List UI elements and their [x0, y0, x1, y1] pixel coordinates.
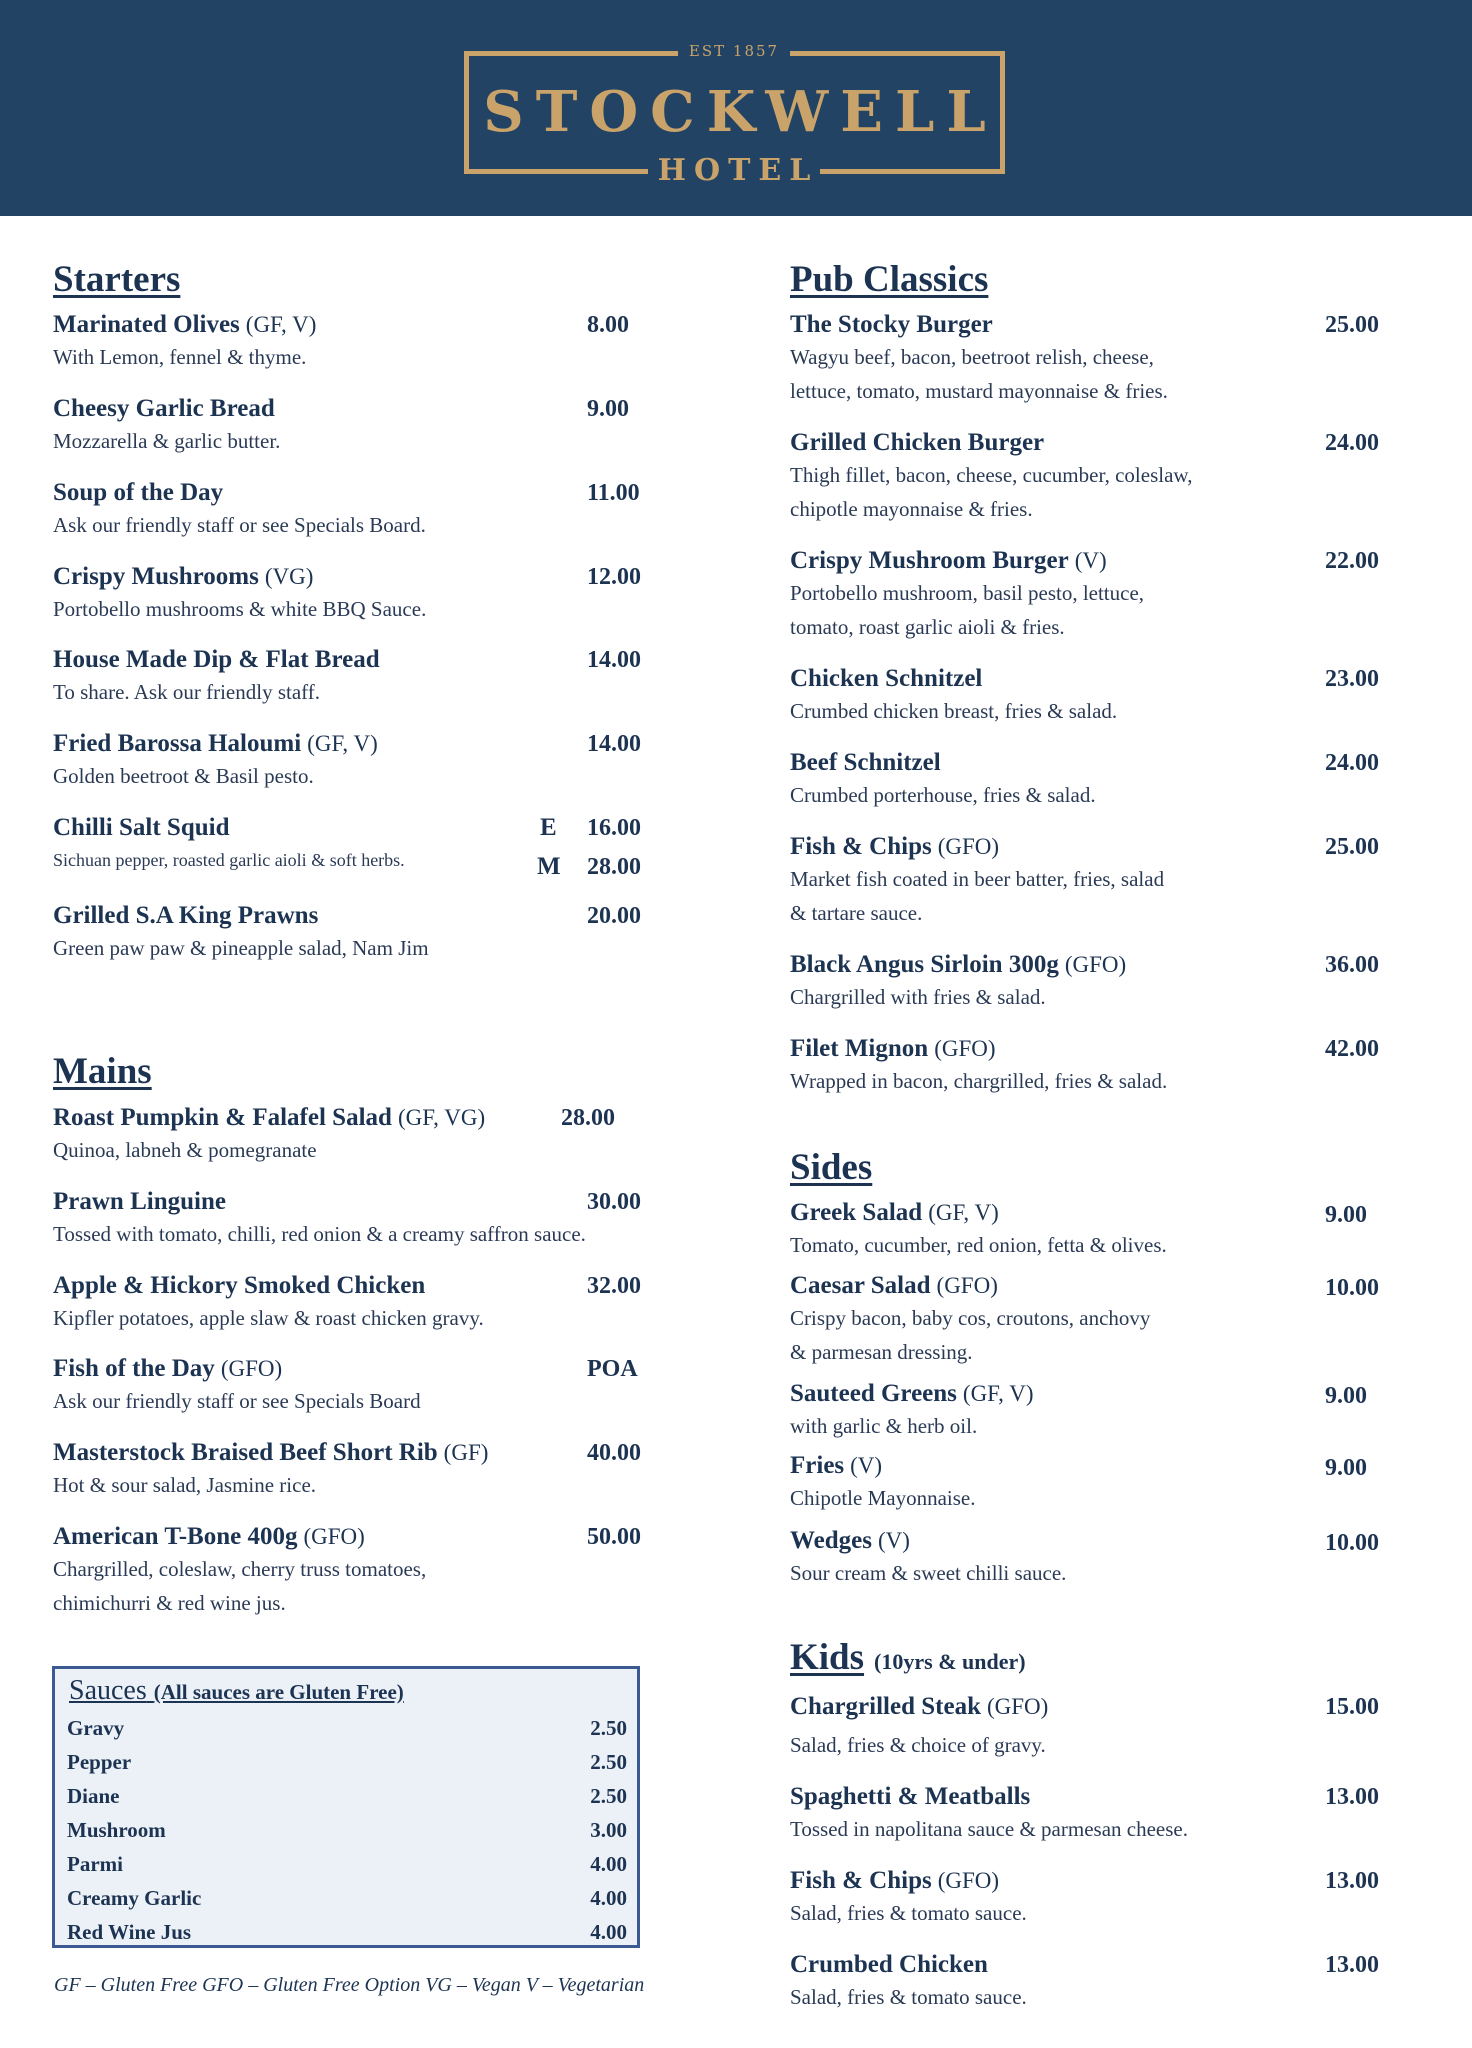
sauces-box — [52, 1666, 640, 1948]
item-price: 25.00 — [1325, 312, 1379, 338]
menu-item: Sauteed Greens (GF, V) with garlic & herb oil. — [790, 1380, 1034, 1438]
section-title-kids: Kids (10yrs & under) — [790, 1637, 1026, 1678]
menu-item: Fish & Chips (GFO) Market fish coated in beer batter, fries, salad & tartare sauce. — [790, 833, 1165, 925]
item-price: 11.00 — [587, 480, 640, 506]
item-price: 8.00 — [587, 312, 629, 338]
item-price: 25.00 — [1325, 834, 1379, 860]
sauce-row: Creamy Garlic 4.00 — [67, 1886, 627, 1910]
menu-item: Black Angus Sirloin 300g (GFO) Chargrilled with fries & salad. — [790, 951, 1127, 1009]
menu-item: Fish of the Day (GFO) Ask our friendly staff or see Specials Board — [53, 1355, 421, 1413]
item-price: 24.00 — [1325, 750, 1379, 776]
menu-item: Grilled S.A King Prawns Green paw paw & pineapple salad, Nam Jim — [53, 902, 429, 960]
menu-item: Greek Salad (GF, V) Tomato, cucumber, red onion, fetta & olives. — [790, 1199, 1167, 1257]
menu-item: Marinated Olives (GF, V) With Lemon, fennel & thyme. — [53, 311, 317, 369]
item-price: 24.00 — [1325, 430, 1379, 456]
menu-item: Crispy Mushroom Burger (V) Portobello mushroom, basil pesto, lettuce, tomato, roast garlic aioli & fries. — [790, 547, 1145, 639]
item-price: 30.00 — [587, 1189, 641, 1215]
item-price: 10.00 — [1325, 1275, 1379, 1301]
menu-item: Filet Mignon (GFO) Wrapped in bacon, chargrilled, fries & salad. — [790, 1035, 1168, 1093]
menu-item: The Stocky Burger Wagyu beef, bacon, beetroot relish, cheese, lettuce, tomato, mustard mayonnaise & fries. — [790, 311, 1168, 403]
logo-name: STOCKWELL — [483, 79, 998, 145]
item-price: 9.00 — [1325, 1383, 1367, 1409]
sauce-row: Pepper 2.50 — [67, 1750, 627, 1774]
item-price: 15.00 — [1325, 1694, 1379, 1720]
logo-sub: HOTEL — [657, 153, 819, 188]
size-label-entree: E — [540, 814, 557, 841]
menu-item: American T-Bone 400g (GFO) Chargrilled, coleslaw, cherry truss tomatoes, chimichurri & red wine jus. — [53, 1523, 427, 1615]
sauce-row: Diane 2.50 — [67, 1784, 627, 1808]
menu-item: Masterstock Braised Beef Short Rib (GF) Hot & sour salad, Jasmine rice. — [53, 1439, 489, 1497]
item-price: 13.00 — [1325, 1868, 1379, 1894]
item-price: 13.00 — [1325, 1784, 1379, 1810]
size-label-main: M — [537, 853, 561, 880]
menu-item: Fries (V) Chipotle Mayonnaise. — [790, 1452, 976, 1510]
menu-item: Caesar Salad (GFO) Crispy bacon, baby cos, croutons, anchovy & parmesan dressing. — [790, 1272, 1151, 1364]
menu-item: Chilli Salt Squid Sichuan pepper, roasted garlic aioli & soft herbs. — [53, 814, 405, 870]
menu-item: Cheesy Garlic Bread Mozzarella & garlic butter. — [53, 395, 281, 453]
item-price: 20.00 — [587, 903, 641, 929]
sauce-row: Mushroom 3.00 — [67, 1818, 627, 1842]
menu-item: Fish & Chips (GFO) Salad, fries & tomato sauce. — [790, 1867, 1027, 1925]
menu-item: Crumbed Chicken Salad, fries & tomato sauce. — [790, 1951, 1027, 2009]
item-price: 42.00 — [1325, 1036, 1379, 1062]
item-price: 36.00 — [1325, 952, 1379, 978]
item-price: 10.00 — [1325, 1530, 1379, 1556]
item-price: 14.00 — [587, 647, 641, 673]
kids-age-note: (10yrs & under) — [874, 1649, 1026, 1674]
menu-item: Roast Pumpkin & Falafel Salad (GF, VG) Quinoa, labneh & pomegranate — [53, 1104, 486, 1162]
item-price: 32.00 — [587, 1273, 641, 1299]
item-price: 14.00 — [587, 731, 641, 757]
menu-item: Chicken Schnitzel Crumbed chicken breast, fries & salad. — [790, 665, 1118, 723]
sauce-row: Gravy 2.50 — [67, 1716, 627, 1740]
item-price: 28.00 — [561, 1105, 615, 1131]
menu-item: House Made Dip & Flat Bread To share. Ask our friendly staff. — [53, 646, 380, 704]
section-title-sides: Sides — [790, 1147, 873, 1188]
menu-item: Wedges (V) Sour cream & sweet chilli sauce. — [790, 1527, 1067, 1585]
menu-item: Crispy Mushrooms (VG) Portobello mushrooms & white BBQ Sauce. — [53, 563, 427, 621]
section-title-pub-classics: Pub Classics — [790, 259, 989, 300]
menu-item: Grilled Chicken Burger Thigh fillet, bacon, cheese, cucumber, coleslaw, chipotle mayonnaise & fries. — [790, 429, 1193, 521]
item-price: 22.00 — [1325, 548, 1379, 574]
menu-item: Apple & Hickory Smoked Chicken Kipfler potatoes, apple slaw & roast chicken gravy. — [53, 1272, 484, 1330]
item-price: POA — [587, 1356, 638, 1382]
item-price: 16.00 — [587, 815, 641, 841]
sauces-title: Sauces (All sauces are Gluten Free) — [69, 1675, 404, 1706]
dietary-legend: GF – Gluten Free GFO – Gluten Free Option VG – Vegan V – Vegetarian — [54, 1974, 645, 1996]
item-price: 12.00 — [587, 564, 641, 590]
logo-est: EST 1857 — [688, 42, 780, 60]
menu-item: Prawn Linguine Tossed with tomato, chilli, red onion & a creamy saffron sauce. — [53, 1188, 586, 1246]
menu-item: Fried Barossa Haloumi (GF, V) Golden beetroot & Basil pesto. — [53, 730, 378, 788]
section-title-starters: Starters — [53, 259, 181, 300]
item-price: 40.00 — [587, 1440, 641, 1466]
item-price: 13.00 — [1325, 1952, 1379, 1978]
menu-item: Soup of the Day Ask our friendly staff or see Specials Board. — [53, 479, 426, 537]
sauce-row: Red Wine Jus 4.00 — [67, 1920, 627, 1944]
item-price: 9.00 — [587, 396, 629, 422]
item-price: 9.00 — [1325, 1455, 1367, 1481]
item-price: 23.00 — [1325, 666, 1379, 692]
menu-item: Spaghetti & Meatballs Tossed in napolitana sauce & parmesan cheese. — [790, 1783, 1188, 1841]
sauce-row: Parmi 4.00 — [67, 1852, 627, 1876]
item-price: 9.00 — [1325, 1202, 1367, 1228]
item-price: 28.00 — [587, 854, 641, 880]
header-banner — [0, 0, 1472, 216]
menu-item: Beef Schnitzel Crumbed porterhouse, fries & salad. — [790, 749, 1096, 807]
section-title-mains: Mains — [53, 1051, 152, 1092]
item-price: 50.00 — [587, 1524, 641, 1550]
menu-item: Chargrilled Steak (GFO) Salad, fries & choice of gravy. — [790, 1693, 1049, 1757]
